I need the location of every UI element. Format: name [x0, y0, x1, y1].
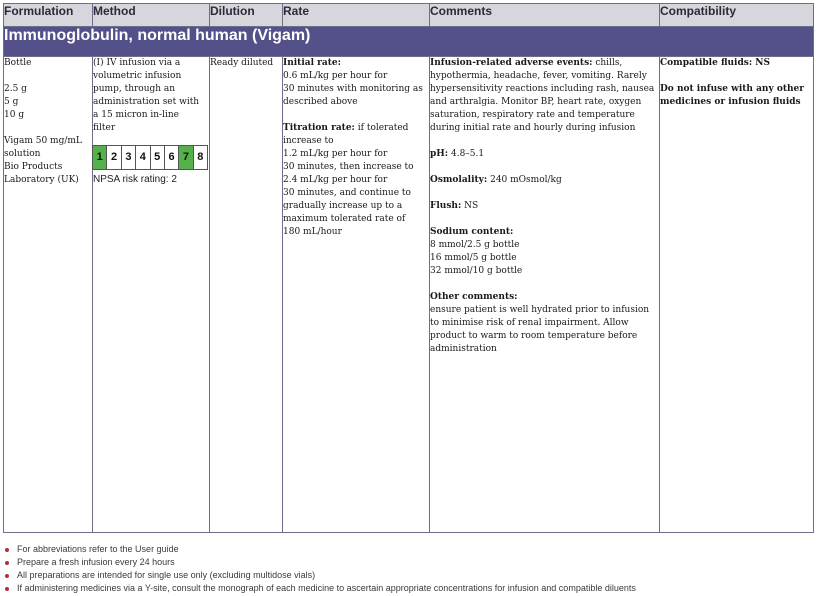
adverse-events-label: Infusion-related adverse events: — [430, 58, 593, 68]
compatibility-cell — [660, 57, 814, 533]
header-row — [4, 4, 814, 27]
dilution-cell — [210, 57, 283, 533]
header-rate: Rate — [283, 4, 430, 27]
formulation-cell — [4, 57, 93, 533]
npsa-risk-label: NPSA risk rating: 2 — [93, 174, 177, 185]
flush — [430, 200, 659, 213]
title-row — [4, 27, 814, 57]
method-text: (I) IV infusion via a volumetric infusion pump, through an administration set with a 15 micron in-line filter — [93, 58, 200, 133]
initial-rate-text: 0.6 mL/kg per hour for 30 minutes with monitoring as described above — [283, 71, 423, 107]
titration-rate-label: Titration rate: — [283, 123, 355, 133]
initial-rate-label: Initial rate: — [283, 58, 341, 68]
ph — [430, 148, 659, 161]
adverse-events — [430, 57, 659, 135]
monograph-table — [3, 3, 814, 533]
risk-box-3: 3 — [122, 145, 136, 170]
risk-box-8: 8 — [194, 145, 208, 170]
compatible-fluids — [660, 57, 813, 70]
footnote-item: Prepare a fresh infusion every 24 hours — [4, 556, 636, 569]
risk-box-4: 4 — [136, 145, 150, 170]
compatible-fluids-label: Compatible fluids: — [660, 58, 753, 68]
footnote-item: For abbreviations refer to the User guide — [4, 543, 636, 556]
risk-box-6: 6 — [165, 145, 179, 170]
flush-label: Flush: — [430, 201, 462, 211]
sodium-label: Sodium content: — [430, 227, 514, 237]
sodium-content — [430, 226, 659, 278]
header-comments: Comments — [430, 4, 660, 27]
other-comments-label: Other comments: — [430, 292, 518, 302]
header-formulation: Formulation — [4, 4, 93, 27]
other-comments-text: ensure patient is well hydrated prior to infusion to minimise risk of renal impairment. Allow product to warm to room temperature before administration — [430, 305, 650, 354]
ph-value: 4.8–5.1 — [448, 149, 485, 159]
drug-title: Immunoglobulin, normal human (Vigam) — [4, 27, 814, 57]
npsa-risk-scale — [92, 145, 208, 170]
rate-cell — [283, 57, 430, 533]
osmolality-label: Osmolality: — [430, 175, 488, 185]
formulation-product: Vigam 50 mg/mL solution Bio Products Laboratory (UK) — [4, 136, 82, 185]
method-cell — [93, 57, 210, 533]
ph-label: pH: — [430, 149, 449, 159]
sodium-values: 8 mmol/2.5 g bottle 16 mmol/5 g bottle 32 mmol/10 g bottle — [430, 240, 523, 276]
titration-rate-text: if tolerated increase to 1.2 mL/kg per hour for 30 minutes, then increase to 2.4 mL/kg per hour for 30 minutes, and continue to gradually increase up to a maximum tolerated rate of 180 mL/hour — [283, 123, 414, 237]
dilution-text: Ready diluted — [210, 58, 274, 68]
other-comments — [430, 291, 659, 356]
footnote-item: If administering medicines via a Y-site, consult the monograph of each medicine to ascertain appropriate concentrations for infusion and compatible diluents — [4, 582, 636, 595]
compatible-fluids-value: NS — [752, 58, 771, 68]
osmolality — [430, 174, 659, 187]
risk-box-7: 7 — [179, 145, 193, 170]
flush-value: NS — [461, 201, 479, 211]
header-dilution: Dilution — [210, 4, 283, 27]
comments-cell — [430, 57, 660, 533]
adverse-events-text: chills, hypothermia, headache, fever, vomiting. Rarely hypersensitivity reactions including rash, nausea and arthralgia. Monitor BP, heart rate, oxygen saturation, respiratory rate and temperature during initial rate and hourly during infusion — [430, 58, 655, 133]
osmolality-value: 240 mOsmol/kg — [487, 175, 562, 185]
formulation-type: Bottle — [4, 58, 32, 68]
formulation-strengths: 2.5 g 5 g 10 g — [4, 84, 27, 120]
monograph-sheet — [3, 3, 813, 533]
header-method: Method — [93, 4, 210, 27]
risk-box-5: 5 — [151, 145, 165, 170]
initial-rate — [283, 57, 429, 109]
footnote-item: All preparations are intended for single use only (excluding multidose vials) — [4, 569, 636, 582]
infusion-warning: Do not infuse with any other medicines or infusion fluids — [660, 84, 804, 107]
titration-rate — [283, 122, 429, 239]
content-row — [4, 57, 814, 533]
header-compatibility: Compatibility — [660, 4, 814, 27]
risk-box-2: 2 — [107, 145, 121, 170]
footnotes — [4, 543, 636, 595]
risk-box-1: 1 — [92, 145, 107, 170]
